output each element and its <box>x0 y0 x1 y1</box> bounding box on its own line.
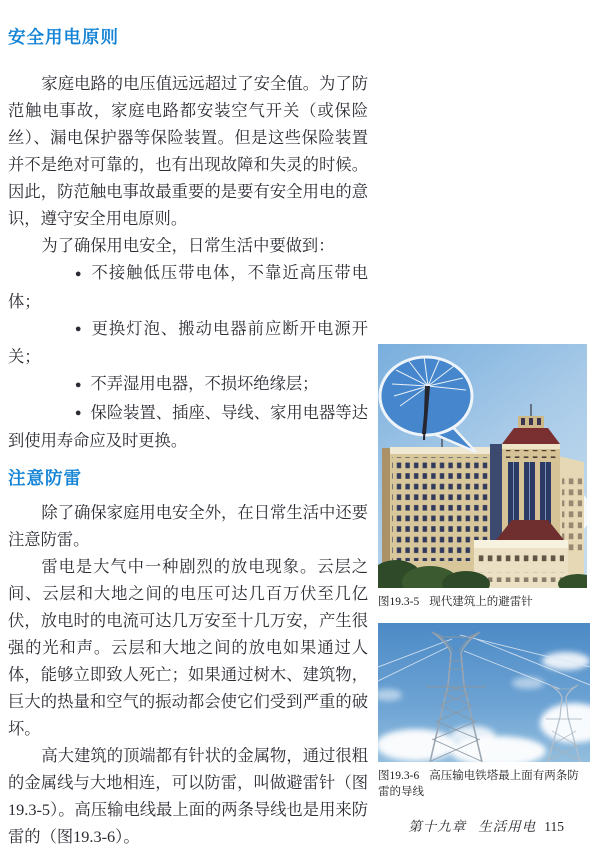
figure-caption-text: 高压输电铁塔最上面有两条防雷的导线 <box>378 770 579 798</box>
bullet-icon: ● <box>74 267 82 280</box>
figure-caption <box>378 768 590 800</box>
paragraph-safety-2: 为了确保用电安全，日常生活中要做到： <box>41 236 335 255</box>
figure-label: 图19.3-5 <box>378 596 420 608</box>
figure-caption-text: 现代建筑上的避雷针 <box>429 596 533 608</box>
paragraph-lightning-2: 雷电是大气中一种剧烈的放电现象。云层之间、云层和大地之间的电压可达几百万伏至几亿伏，放电时的电流可达几万安至十几万安，产生很强的光和声。云层和大地之间的放电如果通过人体，能够立即致人死亡；如果通过树木、建筑物，巨大的热量和空气的振动都会使它们受到严重的破坏。 <box>8 557 368 738</box>
bullet-item <box>8 370 368 399</box>
bullet-text: 不接触低压带电体，不靠近高压带电体； <box>8 263 368 311</box>
page-footer <box>408 815 564 835</box>
towers-photo <box>378 623 590 762</box>
building-photo <box>378 344 587 588</box>
bullet-text: 更换灯泡、搬动电器前应断开电源开关； <box>8 318 368 366</box>
footer-chapter: 第十九章 <box>408 819 467 834</box>
bullet-icon: ● <box>74 378 82 391</box>
section-heading-lightning: 注意防雷 <box>8 468 82 488</box>
figure-lightning-rod-building <box>378 344 587 610</box>
bullet-item <box>8 399 368 455</box>
figure-transmission-towers <box>378 623 590 800</box>
bullet-text: 不弄湿用电器，不损坏绝缘层； <box>90 374 319 393</box>
bullet-text: 保险装置、插座、导线、家用电器等达到使用寿命应及时更换。 <box>8 402 368 450</box>
bullet-icon: ● <box>74 407 82 419</box>
bullet-item <box>8 315 368 371</box>
bullet-item <box>8 259 368 315</box>
footer-page-number: 115 <box>544 819 564 834</box>
bullet-icon: ● <box>74 323 82 335</box>
main-text-column <box>8 27 368 850</box>
paragraph-lightning-3: 高大建筑的顶端都有针状的金属物，通过很粗的金属线与大地相连，可以防雷，叫做避雷针（图19.3-5）。高压输电线最上面的两条导线也是用来防雷的（图19.3-6）。 <box>8 746 368 846</box>
section-heading-safety: 安全用电原则 <box>8 27 119 47</box>
figure-label: 图19.3-6 <box>378 770 420 782</box>
paragraph-safety-1: 家庭电路的电压值远远超过了安全值。为了防范触电事故，家庭电路都安装空气开关（或保险丝）、漏电保护器等保险装置。但是这些保险装置并不是绝对可靠的，也有出现故障和失灵的时候。因此，防范触电事故最重要的是要有安全用电的意识，遵守安全用电原则。 <box>8 74 368 228</box>
footer-section: 生活用电 <box>478 819 537 834</box>
figure-caption <box>378 594 587 610</box>
paragraph-lightning-1: 除了确保家庭用电安全外，在日常生活中还要注意防雷。 <box>8 503 368 549</box>
